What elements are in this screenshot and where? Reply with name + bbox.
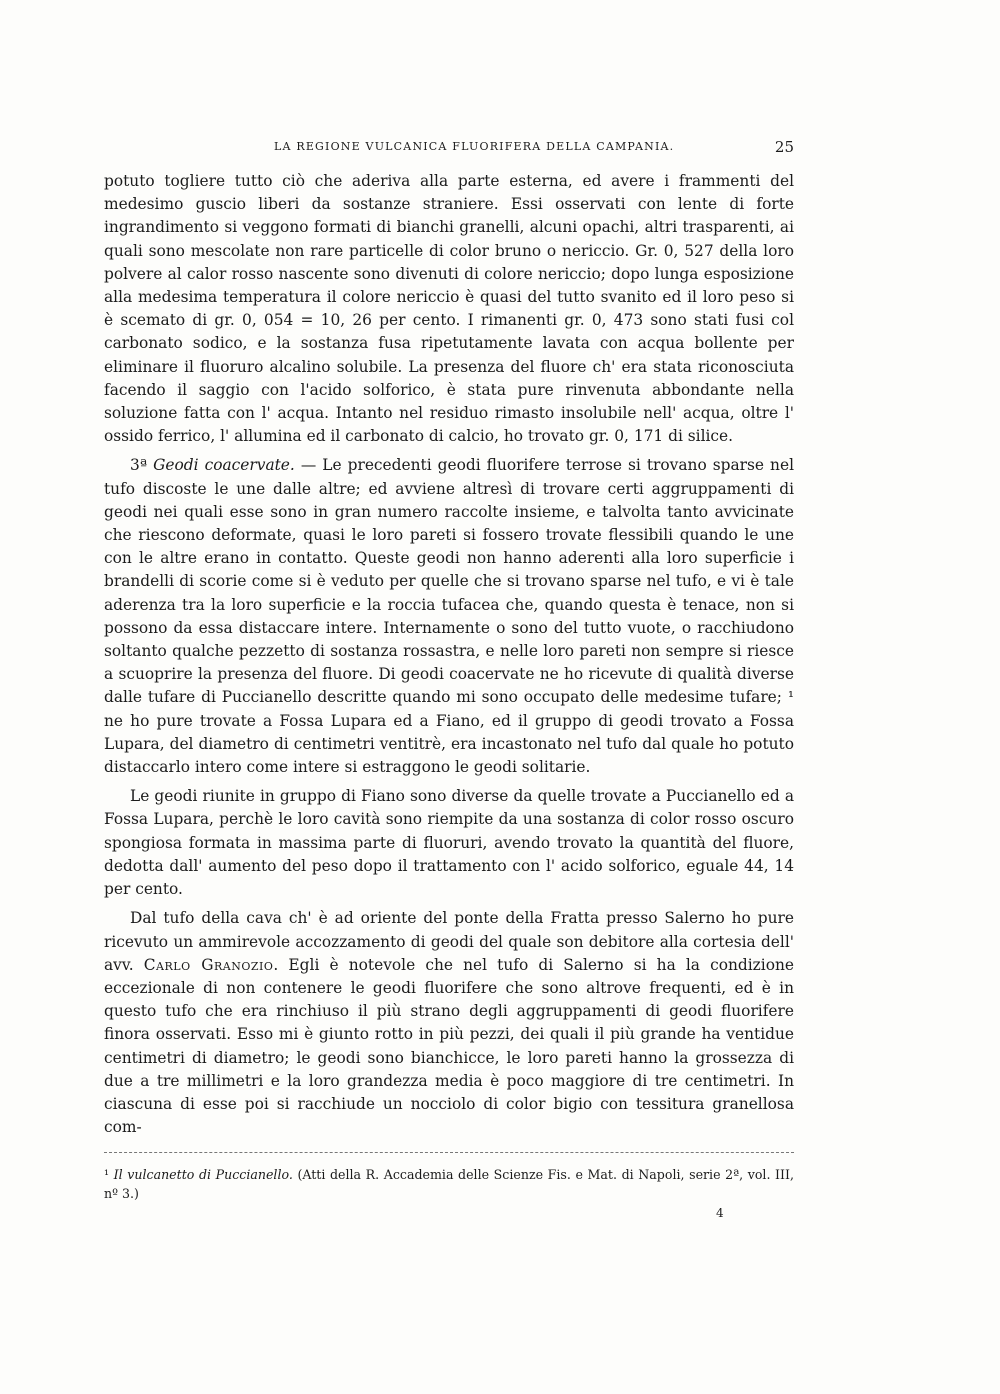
- body-text: [104, 170, 794, 1145]
- footnote-marker: ¹: [104, 1167, 114, 1182]
- paragraph-text: Dal tufo della cava ch' è ad oriente del ponte della Fratta presso Salerno ho pure ricevuto un ammirevole accozzamento di geodi del quale son debitore alla cortesia dell' avv.: [104, 909, 794, 974]
- page-number: 25: [774, 138, 794, 156]
- paragraph-fiano: [104, 785, 794, 901]
- signature-mark: 4: [716, 1206, 724, 1220]
- section-heading: Geodi coacervate.: [153, 456, 295, 475]
- person-name: Carlo Granozio: [143, 955, 274, 974]
- footnote: [104, 1165, 794, 1203]
- footnote-divider: [104, 1152, 794, 1153]
- paragraph-salerno: [104, 907, 794, 1139]
- paragraph-text: Le geodi riunite in gruppo di Fiano sono diverse da quelle trovate a Puccianello ed a Fossa Lupara, perchè le loro cavità sono riempite da una sostanza di color rosso oscuro spongiosa formata in massima parte di fluoruri, avendo trovato la quantità del fluore, dedotta dall' aumento del peso dopo il trattamento con l' acido solforico, eguale 44, 14 per cento.: [104, 787, 794, 899]
- running-head: [104, 138, 794, 158]
- paragraph-continuation: [104, 170, 794, 448]
- paragraph-geodi-coacervate: [104, 454, 794, 779]
- running-title: LA REGIONE VULCANICA FLUORIFERA DELLA CAMPANIA.: [274, 140, 675, 153]
- footnote-text: (Atti della R. Accademia delle Scienze Fis. e Mat. di Napoli, serie 2ª, vol. III, nº 3.): [104, 1167, 794, 1201]
- paragraph-text: — Le precedenti geodi fluorifere terrose si trovano sparse nel tufo discoste le une dalle altre; ed avviene altresì di trovare certi aggruppamenti di geodi nei quali esse sono in gran numero raccolte insieme, e talvolta tanto avvicinate che riescono deformate, quasi le loro pareti si fossero trovate flessibili quando le une con le altre erano in contatto. Queste geodi non hanno aderenti alla loro superficie i brandelli di scorie come si è veduto per quelle che si trovano sparse nel tufo, e vi è tale aderenza tra la loro superficie e la roccia tufacea che, quando questa è tenace, non si possono da essa distaccare intere. Internamente o sono del tutto vuote, o racchiudono soltanto qualche pezzetto di sostanza rossastra, e nelle loro pareti non sempre si riesce a scuoprire la presenza del fluore. Di geodi coacervate ne ho ricevute di qualità diverse dalle tufare di Puccianello descritte quando mi sono occupato delle medesime tufare; ¹ ne ho pure trovate a Fossa Lupara ed a Fiano, ed il gruppo di geodi trovato a Fossa Lupara, del diametro di centimetri ventitrè, era incastonato nel tufo dal quale ho potuto distaccarlo intero come intere si estraggono le geodi solitarie.: [104, 456, 794, 777]
- paragraph-text: . Egli è notevole che nel tufo di Salerno si ha la condizione eccezionale di non contenere le geodi fluorifere che sono altrove frequenti, ed è in questo tufo che era rinchiuso il più strano degli aggruppamenti di geodi fluorifere finora osservati. Esso mi è giunto rotto in più pezzi, dei quali il più grande ha ventidue centimetri di diametro; le geodi sono bianchicce, le loro pareti hanno la grossezza di due a tre millimetri e la loro grandezza media è poco maggiore di tre centimetri. In ciascuna di esse poi si racchiude un nocciolo di color bigio con tessitura granellosa com-: [104, 955, 794, 1137]
- section-number: 3ª: [130, 456, 154, 475]
- paragraph-text: potuto togliere tutto ciò che aderiva alla parte esterna, ed avere i frammenti del medesimo guscio liberi da sostanze straniere. Essi osservati con lente di forte ingrandimento si veggono formati di bianchi granelli, alcuni opachi, altri trasparenti, ai quali sono mescolate non rare particelle di color bruno o nericcio. Gr. 0, 527 della loro polvere al calor rosso nascente sono divenuti di colore nericcio; dopo lunga esposizione alla medesima temperatura il colore nericcio è quasi del tutto svanito ed il loro peso si è scemato di gr. 0, 054 = 10, 26 per cento. I rimanenti gr. 0, 473 sono stati fusi col carbonato sodico, e la sostanza fusa ripetutamente lavata con acqua bollente per eliminare il fluoruro alcalino solubile. La presenza del fluore ch' era stata riconosciuta facendo il saggio con l'acido solforico, è stata pure rinvenuta abbondante nella soluzione fatta con l' acqua. Intanto nel residuo rimasto insolubile nell' acqua, oltre l' ossido ferrico, l' allumina ed il carbonato di calcio, ho trovato gr. 0, 171 di silice.: [104, 172, 794, 446]
- footnote-title: Il vulcanetto di Puccianello.: [113, 1167, 293, 1182]
